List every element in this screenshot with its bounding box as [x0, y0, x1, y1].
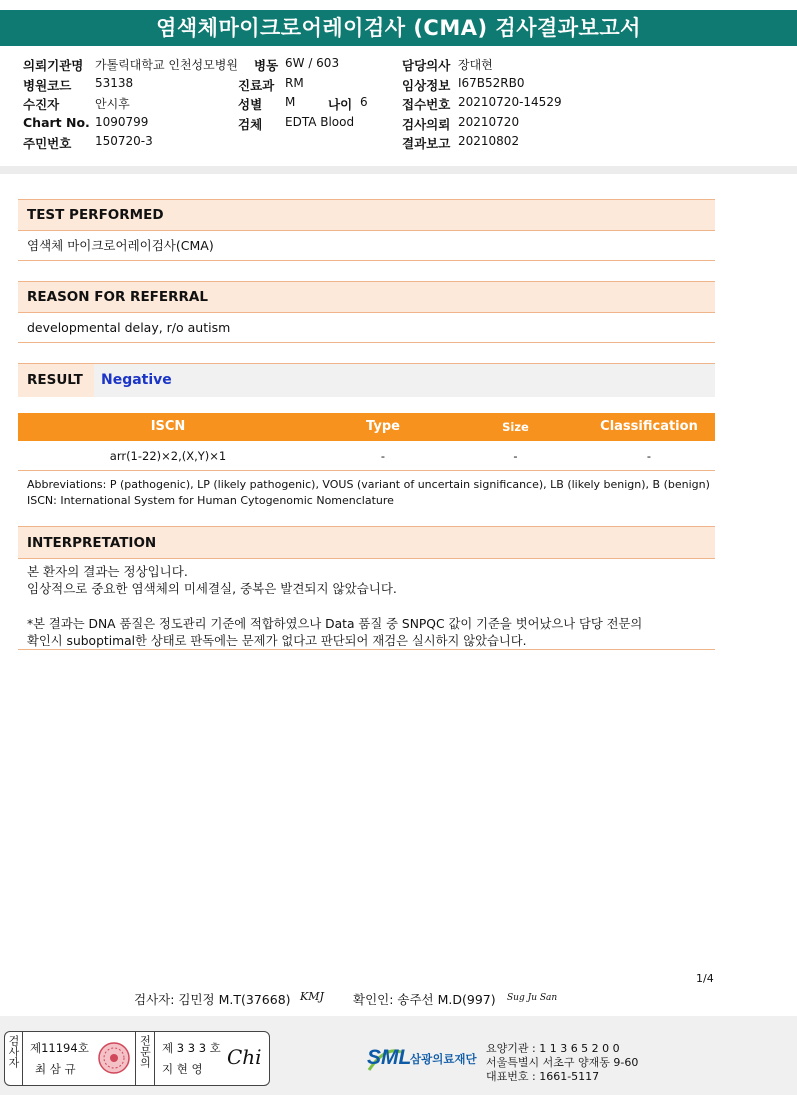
- specialist-vert-text: 전문의: [138, 1035, 152, 1068]
- address: 서울특별시 서초구 양재동 9-60: [486, 1056, 639, 1069]
- request-label: 검사의뢰: [402, 117, 451, 132]
- institution-value: 가톨릭대학교 인천성모병원: [95, 58, 238, 72]
- hospital-code-label: 병원코드: [23, 78, 72, 93]
- patient-label: 수진자: [23, 97, 60, 112]
- tester-vertical-label: [5, 1032, 23, 1085]
- interpretation-line-2: 임상적으로 중요한 염색체의 미세결실, 중복은 발견되지 않았습니다.: [27, 581, 397, 596]
- clinical-value: I67B52RB0: [458, 76, 525, 90]
- chart-value: 1090799: [95, 115, 149, 129]
- patient-header: [0, 48, 797, 166]
- interpretation-line-1: 본 환자의 결과는 정상입니다.: [27, 564, 188, 579]
- col-size: Size: [502, 420, 529, 434]
- header-divider: [0, 166, 797, 174]
- ward-label: 병동: [254, 58, 279, 73]
- license-stamp-box: [4, 1031, 270, 1086]
- doctor-value: 장대현: [458, 58, 493, 72]
- request-value: 20210720: [458, 115, 520, 129]
- tester-signature-text: 검사자: 김민정 M.T(37668): [134, 992, 291, 1007]
- specialist-vertical-label: [135, 1032, 155, 1085]
- col-classification: Classification: [600, 419, 698, 434]
- tester-vert-text: 검사자: [7, 1035, 20, 1068]
- patient-value: 안시후: [95, 97, 130, 111]
- abbreviations-line: Abbreviations: P (pathogenic), LP (likely pathogenic), VOUS (variant of uncertain significance), LB (likely benign), B (benign): [27, 478, 710, 491]
- result-label: RESULT: [18, 364, 94, 397]
- report-date-value: 20210802: [458, 134, 520, 148]
- tester-license: 제11194호: [30, 1041, 89, 1055]
- interpretation-line-4: 확인시 suboptimal한 상태로 판독에는 문제가 없다고 판단되어 재검은 실시하지 않았습니다.: [27, 634, 527, 648]
- page-number: 1/4: [696, 972, 714, 985]
- tester-signature-mark: KMJ: [300, 990, 324, 1003]
- logo-text: SML: [367, 1046, 412, 1069]
- department-label: 진료과: [238, 78, 275, 93]
- specialist-name: 지 현 영: [162, 1062, 203, 1076]
- reason-heading: REASON FOR REFERRAL: [18, 281, 715, 313]
- org-name: 삼광의료재단: [410, 1052, 477, 1066]
- confirmer-signature-mark: Sug Ju San: [507, 993, 558, 1003]
- doctor-label: 담당의사: [402, 58, 451, 73]
- accession-value: 20210720-14529: [458, 95, 562, 109]
- specimen-value: EDTA Blood: [285, 115, 355, 129]
- test-performed-value: 염색체 마이크로어레이검사(CMA): [18, 231, 715, 261]
- col-iscn: ISCN: [150, 419, 186, 434]
- cell-type: -: [380, 449, 386, 463]
- institution-label: 의뢰기관명: [23, 58, 84, 73]
- id-value: 150720-3: [95, 134, 153, 148]
- reason-value: developmental delay, r/o autism: [18, 313, 715, 343]
- interpretation-heading: INTERPRETATION: [18, 526, 715, 559]
- age-value: 6: [360, 95, 368, 109]
- cell-classification: -: [646, 449, 652, 463]
- specialist-signature-mark: Chi: [227, 1045, 262, 1069]
- department-value: RM: [285, 76, 304, 90]
- report-title: 염색체마이크로어레이검사 (CMA) 검사결과보고서: [0, 10, 797, 46]
- clinical-label: 임상정보: [402, 78, 451, 93]
- result-table-header: [18, 413, 715, 441]
- age-label: 나이: [328, 97, 353, 112]
- accession-label: 접수번호: [402, 97, 451, 112]
- tester-name: 최 삼 규: [35, 1062, 76, 1076]
- sex-value: M: [285, 95, 296, 109]
- report-date-label: 결과보고: [402, 136, 451, 151]
- cell-size: -: [513, 449, 518, 463]
- interpretation-body: [18, 559, 715, 650]
- sml-logo: [365, 1042, 477, 1082]
- id-label: 주민번호: [23, 136, 72, 151]
- table-row: [18, 443, 715, 471]
- specimen-label: 검체: [238, 117, 263, 132]
- ward-value: 6W / 603: [285, 56, 340, 70]
- confirmer-signature-text: 확인인: 송주선 M.D(997): [353, 992, 496, 1007]
- result-value: Negative: [94, 364, 715, 397]
- cell-iscn: arr(1-22)×2,(X,Y)×1: [109, 449, 227, 463]
- interpretation-line-3: *본 결과는 DNA 품질은 정도관리 기준에 적합하였으나 Data 품질 중 SNPQC 값이 기준을 벗어났으나 담당 전문의: [27, 617, 643, 631]
- hospital-code-value: 53138: [95, 76, 134, 90]
- care-code: 요양기관 : 1 1 3 6 5 2 0 0: [486, 1042, 620, 1055]
- specialist-license: 제 3 3 3 호: [162, 1041, 221, 1055]
- seal-icon: [97, 1041, 131, 1075]
- test-performed-heading: TEST PERFORMED: [18, 199, 715, 231]
- result-row: [18, 363, 715, 397]
- chart-label: Chart No.: [23, 115, 90, 130]
- iscn-definition-line: ISCN: International System for Human Cytogenomic Nomenclature: [27, 494, 394, 507]
- phone: 대표번호 : 1661-5117: [486, 1070, 600, 1083]
- col-type: Type: [366, 419, 400, 434]
- sex-label: 성별: [238, 97, 263, 112]
